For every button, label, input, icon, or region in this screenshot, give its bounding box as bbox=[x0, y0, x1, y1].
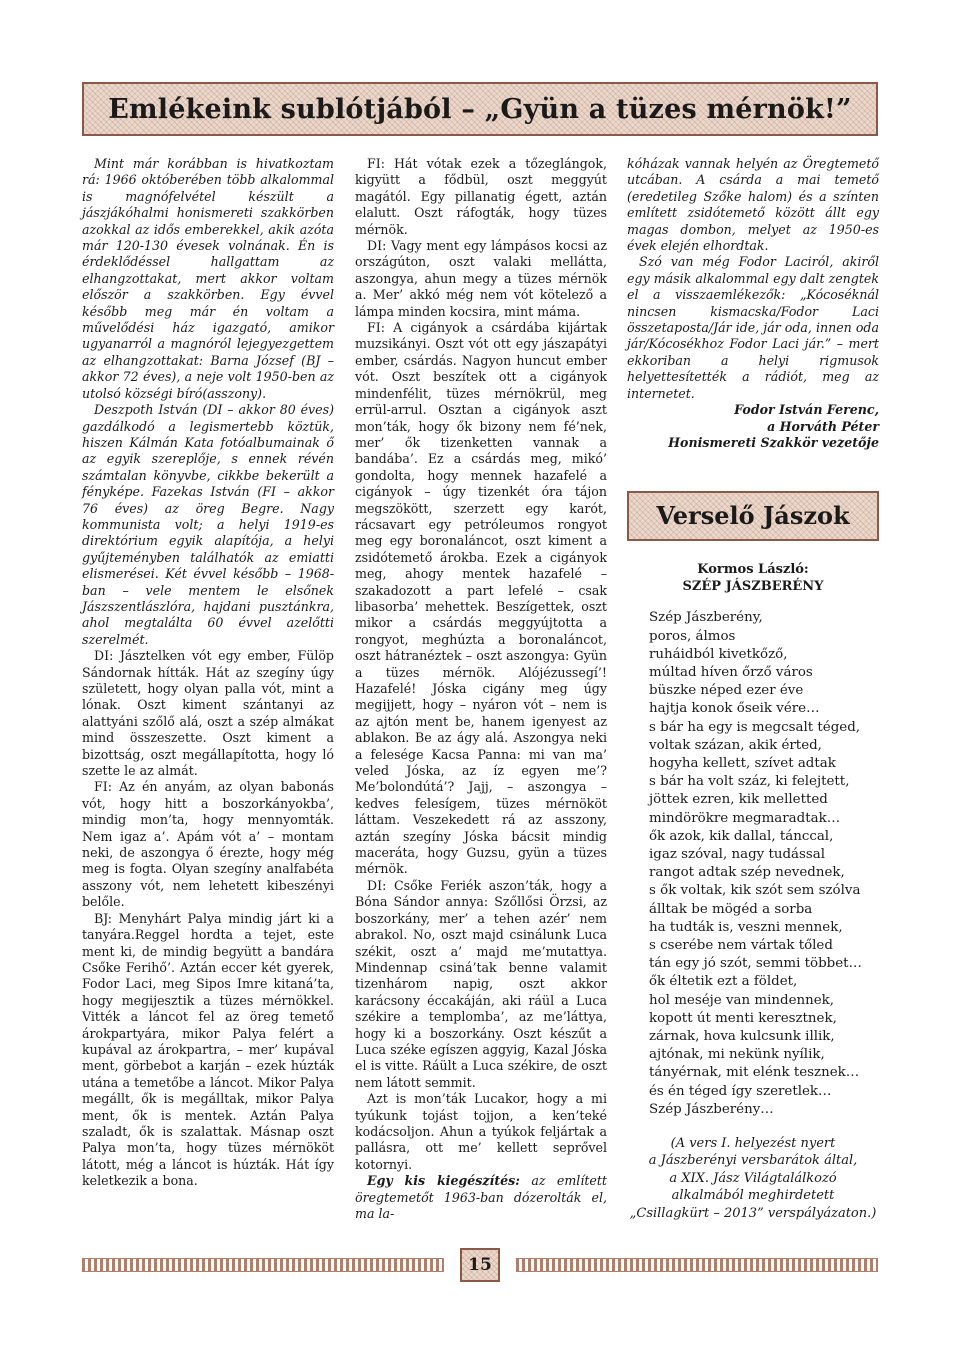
story-paragraph: Azt is mon’ták Lucakor, hogy a mi tyúkunk tojást tojjon, a ken’teké kodácsoljon. Ahun a tyúkok feljártak a pallásra, ott me’ kellett seprővel kotornyi. bbox=[355, 1091, 607, 1172]
poem-line: s ők voltak, kik szót sem szólva bbox=[649, 883, 861, 899]
poem-line: s bár ha egy is megcsalt téged, bbox=[649, 719, 861, 735]
story-paragraph: FI: Az én anyám, az olyan babonás vót, hogy hitt a boszorkányokba’, mindig mon’ta, hogy mennyomták. Nem igaz a’. Apám vót a’ – montam neki, de aszongya ő érezte, hogy még meg is fogta. Olyan szegíny analfabéta asszony vót, nem lehetett kibeszényi belőle. bbox=[82, 779, 334, 910]
story-paragraph: FI: Hát vótak ezek a tőzeglángok, kigyütt a fődbül, oszt meggyút magától. Egy pillanatig égett, aztán elalutt. Oszt ráfogták, hogy tüzes mérnök. bbox=[355, 156, 607, 237]
poem-line: Szép Jászberény, bbox=[649, 610, 763, 626]
poem-line: zárnak, hova kulcsunk illik, bbox=[649, 1028, 835, 1044]
poem-line: s bár ha volt száz, ki felejtett, bbox=[649, 774, 850, 790]
addendum-label: Egy kis kiegészítés: bbox=[367, 1173, 520, 1189]
footer-ornament-left bbox=[82, 1258, 444, 1272]
poem-note-line: (A vers I. helyezést nyert bbox=[670, 1136, 836, 1151]
signature-role: Honismereti Szakkör vezetője bbox=[668, 434, 879, 450]
poem-author: Kormos László: bbox=[697, 562, 809, 578]
page-title: Emlékeink sublótjából – „Gyün a tüzes mérnök!” bbox=[108, 93, 852, 125]
poem-line: ruháidból kivetkőző, bbox=[649, 646, 788, 662]
closing-paragraph: kóházak vannak helyén az Öregtemető utcában. A csárda a mai temető (eredetileg Szőke halom) és a színten említett zsidótemető között állt egy magas dombon, melyet az 1950-es évek elején elhordtak. bbox=[627, 156, 879, 254]
poem-line: tányérnak, mit elénk tesznek… bbox=[649, 1065, 860, 1081]
signature-name: Fodor István Ferenc, bbox=[734, 402, 879, 418]
poem-line: s cserébe nem vártak tőled bbox=[649, 937, 833, 953]
intro-paragraph: Mint már korábban is hivatkoztam rá: 1966 októberében több alkalommal is magnófelvétel készült a jászjákóhalmi honismereti szakkörben azokkal az idős emberekkel, akik azóta már 120-130 évesek volnának. Én is érdeklődéssel hallgattam az elhangzottakat, mert akkor voltam először a szakkörben. Egy évvel később meg már én voltam a művelődési ház igazgató, amikor ugyanarról a magnóról lejegyezgettem az elhangzottakat: Barna József (BJ – akkor 72 éves), a neje volt 1950-ben az utolsó községi bíró(asszony). bbox=[82, 156, 334, 401]
poem-note-line: alkalmából meghirdetett bbox=[671, 1188, 835, 1204]
section-title: Verselő Jászok bbox=[656, 501, 850, 531]
intro-paragraph: Deszpoth István (DI – akkor 80 éves) gazdálkodó a legismertebb köztük, hiszen Kálmán Kata fotóalbumainak ő az egyik szereplője, s ennek révén számtalan könyvbe, cikkbe bekerült a fényképe. Fazekas István (FI – akkor 76 éves) az öreg Begre. Nagy kommunista volt; a helyi 1919-es direktórium egyik alapítója, a helyi gyűjteményben találhatók az emiatti elismerései. Két évvel később – 1968-ban – vele mentem le elsőnek Jászszentlászlóra, hajdani pusztánkra, ahol megtalálta 60 évvel azelőtti szerelmét. bbox=[82, 402, 334, 647]
story-paragraph: FI: A cigányok a csárdába kijártak muzsikányi. Oszt vót ott egy jászapátyi ember, csárdás. Nagyon huncut ember vót. Oszt beszítek ott a cigányok mindenfélit, tüzes mérnökrül, meg errül-arrul. Osztan a cigányok aszt mon’ták, hogy ők bizony nem fé’nek, mer’ ők tizenketten vannak a bandába’. Ez a csárdás meg, mikó’ gondolta, hogy mennek hazafelé a cigányok – úgy tizenkét óra tájon megszökött, szerzett egy karót, rácsavart egy petróleumos rongyot meg egy boronaláncot, oszt kiment a zsidótemető árokba. Ezek a cigányok meg, ahogy mentek hazafelé – szakadozott a part lefelé – csak libasorba’ mehettek. Beszígettek, oszt mikor a csárdás meggyújtotta a rongyot, meghúzta a boronaláncot, oszt hátranéztek – oszt aszongya: Gyün a tüzes mérnök. Alójézussegí’! Hazafelé! Jóska cigány meg úgy megijjett, hogy – nyáron vót – nem is az ajtón ment be, hanem igenyest az ablakon. Be az ágy alá. Aszongya neki a felesége Kacsa Panna: mi van ma’ veled Jóska, az íz egyen me’? Me’bolondútá’? Jajj, – aszongya – kedves felesígem, tüzes mérnököt láttam. Veszekedett rá az asszony, aztán szegíny Jóska bácsit mindig maceráta, hogy Guzsu, gyün a tüzes mérnök. bbox=[355, 320, 607, 877]
title-banner bbox=[82, 82, 878, 136]
signature-line: a Horváth Péter bbox=[767, 418, 879, 434]
poem-line: ha tudták is, veszni mennek, bbox=[649, 919, 843, 935]
section-banner bbox=[627, 491, 879, 541]
poem-line: kopott út menti keresztnek, bbox=[649, 1010, 837, 1026]
poem-line: poros, álmos bbox=[649, 628, 736, 644]
footer-ornament-right bbox=[516, 1258, 878, 1272]
poem-line: múltad híven őrző város bbox=[649, 664, 813, 680]
poem-line: hol meséje van mindennek, bbox=[649, 992, 835, 1008]
page-number: 15 bbox=[460, 1248, 500, 1282]
column-middle bbox=[355, 156, 607, 1222]
poem-line: jöttek ezren, kik melletted bbox=[649, 792, 828, 808]
poem-line: igaz szóval, nagy tudással bbox=[649, 846, 826, 862]
poem-line: voltak százan, akik érted, bbox=[649, 737, 822, 753]
poem-line: és én téged így szeretlek… bbox=[649, 1083, 832, 1099]
addendum-paragraph bbox=[355, 1173, 607, 1222]
column-right bbox=[627, 156, 879, 1222]
story-paragraph: DI: Csőke Feriék aszon’ták, hogy a Bóna Sándor annya: Szőllősi Örzsi, az boszorkány, mer’ a tehen azér’ nem abrakol. No, oszt majd csinálunk Luca székit, oszt a’ majd me’mutattya. Mindennap csiná’tak benne valamit tizenhárom napig, oszt akkor karácsony éccakáján, aki ráül a Luca székire a templomba’, az me’láttya, hogy ki a boszorkány. Oszt készűt a Luca széke egíszen aggyig, Kazal Jóska el is vitte. Ráült a Luca székire, de oszt nem látott semmit. bbox=[355, 877, 607, 1090]
poem-line: Szép Jászberény… bbox=[649, 1101, 774, 1117]
poem-line: hajtja konok őseik vére… bbox=[649, 701, 820, 717]
story-paragraph: DI: Jásztelken vót egy ember, Fülöp Sándornak hítták. Hát az szegíny úgy született, hogy olyan palla vót, mint a lónak. Oszt kiment szántanyi az alattyáni szőlő alá, oszt a szép almákat mind összeszette. Oszt kiment a bizottság, oszt megállapította, hogy ló szette le az almát. bbox=[82, 648, 334, 779]
poem-line: ők éltetik ezt a földet, bbox=[649, 974, 798, 990]
poem-body bbox=[627, 609, 879, 1119]
poem-line: tán egy jó szót, semmi többet… bbox=[649, 956, 862, 972]
poem-line: rangot adtak szép nevednek, bbox=[649, 865, 845, 881]
poem-line: ajtónak, mi nekünk nyílik, bbox=[649, 1047, 825, 1063]
column-left bbox=[82, 156, 334, 1190]
poem-note-line: „Csillagkürt – 2013” verspályázaton.) bbox=[629, 1205, 877, 1221]
poem-line: mindörökre megmaradtak… bbox=[649, 810, 841, 826]
poem-note bbox=[627, 1135, 879, 1222]
poem-line: büszke néped ezer éve bbox=[649, 683, 804, 699]
poem-title: SZÉP JÁSZBERÉNY bbox=[682, 579, 824, 595]
poem-note-line: a XIX. Jász Világtalálkozó bbox=[669, 1170, 837, 1186]
addendum-text: az említett öregtemetőt 1963-ban dózerolták el, ma la- bbox=[355, 1173, 607, 1221]
poem-line: álltak be mögéd a sorba bbox=[649, 901, 813, 917]
poem-line: hogyha kellett, szívet adtak bbox=[649, 755, 836, 771]
poem-note-line: a Jászberényi versbarátok által, bbox=[648, 1153, 858, 1169]
story-paragraph: BJ: Menyhárt Palya mindig járt ki a tanyára.Reggel hordta a tejet, este ment ki, de mindig begyütt a bandára Csőke Ferihő’. Aztán eccer két gyerek, Fodor Laci, meg Sipos Imre kitaná’ta, hogy megijesztik a tüzes mérnökkel. Vitték a láncot fel az öreg temető árokpartyára, mikor Palya felért a kupával az árokpartra, – mer’ kupával ment, görbebot a karján – ezek húzták utána a temetőbe a láncot. Mikor Palya megállt, ők is megálltak, mikor Palya ment, ők is mentek. Aztán Palya szaladt, ők is szalattak. Másnap oszt Palya mon’ta, hogy tüzes mérnököt látott, még a láncot is húzták. Hát így keletkezik a bona. bbox=[82, 910, 334, 1189]
closing-paragraph: Szó van még Fodor Laciról, akiről egy másik alkalommal egy dalt zengtek el a visszaemlékezők: „Kócoséknál nincsen kismacska/Fodor Laci összetaposta/Jár ide, jár oda, innen oda jár/Kócosékhoz Fodor Laci jár.” – mert ekkoriban a helyi rigmusok helyettesítették a rádiót, meg az internetet. bbox=[627, 254, 879, 401]
story-paragraph: DI: Vagy ment egy lámpásos kocsi az országúton, oszt valaki mellátta, aszongya, ahun megy a tüzes mérnök a. Mer’ akkó még nem vót kötelező a lámpa minden kocsira, mint máma. bbox=[355, 238, 607, 319]
poem-line: ők azok, kik dallal, tánccal, bbox=[649, 828, 834, 844]
